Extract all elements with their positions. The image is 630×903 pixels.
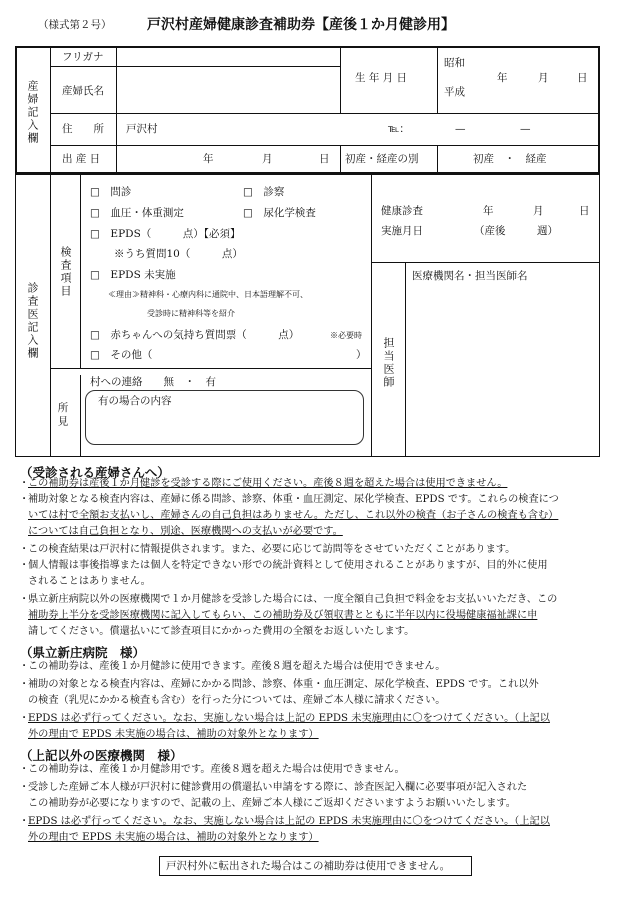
hospital-doctor-label: 医療機関名・担当医師名: [412, 270, 528, 282]
note-text: 外の理由で EPDS 未実施の場合は、補助の対象外となります）: [28, 729, 319, 740]
parity-options: 初産 ・ 経産: [473, 153, 547, 165]
note-text: 県立新庄病院以外の医療機関で１か月健診を受診した場合には、一度全額自己負担で料金をお支払いいただき、この: [28, 594, 558, 605]
birth-date-label: 出 産 日: [62, 153, 101, 165]
note-text: いては村で全額お支払いし、産婦さんの自己負担はありません。ただし、これ以外の検査（お子さんの検査も含む）: [28, 510, 559, 521]
note-text: の検査（乳児にかかる検査も含む）を行った分については、産婦ご本人様に請求ください。: [28, 695, 446, 706]
findings-label: 所見: [56, 402, 69, 429]
checkbox-baby-questionnaire[interactable]: □ 赤ちゃんへの気持ち質問票（ 点）: [90, 329, 300, 341]
name-label: 産婦氏名: [62, 85, 104, 97]
exam-year: 年: [483, 205, 494, 217]
dob-year: 年: [497, 72, 508, 84]
tel-dash: —: [520, 123, 531, 135]
checkbox-exam[interactable]: □ 診察: [243, 186, 285, 198]
address-value: 戸沢村: [126, 123, 158, 135]
checkbox-interview[interactable]: □ 問診: [90, 186, 132, 198]
note-text: 補助対象となる検査内容は、産婦に係る問診、診察、体重・血圧測定、尿化学検査、EPDS です。これらの検査につ: [28, 494, 559, 505]
other-close: ）: [356, 349, 367, 361]
era-showa: 昭和: [444, 57, 465, 69]
footer-note: 戸沢村外に転出された場合はこの補助券は使用できません。: [166, 860, 451, 872]
mother-section-label: 産婦記入欄: [26, 80, 39, 145]
note-text: この補助券が必要になりますので、記載の上、産婦ご本人様にご返却くださいますようお願いいたします。: [28, 798, 516, 809]
epds-q10: ※うち質問10（ 点）: [114, 248, 243, 260]
note-text: 受診した産婦ご本人様が戸沢村に健診費用の償還払い申請をする際に、診査医記入欄に必要事項が記入された: [28, 782, 528, 793]
epds-reason-2: 受診時に精神科等を紹介: [147, 309, 235, 318]
note-text: 補助の対象となる検査内容は、産婦にかかる問診、診察、体重・血圧測定、尿化学検査、EPDS です。これ以外: [28, 679, 539, 690]
postpartum-weeks: （産後 週）: [474, 225, 558, 237]
note-text: されることはありません。: [28, 576, 151, 587]
parity-label: 初産・経産の別: [345, 153, 419, 165]
tel-label: ℡：: [388, 123, 410, 135]
checkbox-urine[interactable]: □ 尿化学検査: [243, 207, 316, 219]
note-text: 補助券上半分を受診医療機関に記入してもらい、この補助券及び領収書とともに半年以内に役場健康福祉課に申: [28, 610, 538, 621]
note-text: 外の理由で EPDS 未実施の場合は、補助の対象外となります）: [28, 832, 319, 843]
note-text: 個人情報は事後指導または個人を特定できない形での統計資料として使用されることがありますが、目的外に使用: [28, 560, 548, 571]
birth-day: 日: [319, 153, 330, 165]
exam-day: 日: [579, 205, 590, 217]
note-text: この補助券は産後１か月健診を受診する際にご使用ください。産後８週を超えた場合は使用できません。: [28, 478, 508, 489]
checkbox-epds-not-done[interactable]: □ EPDS 未実施: [90, 269, 176, 281]
tel-dash: —: [455, 123, 466, 135]
if-yes-content: 有の場合の内容: [98, 395, 172, 407]
form-number: （様式第２号）: [38, 19, 112, 31]
checkbox-other[interactable]: □ その他（: [90, 349, 153, 361]
note-text: この補助券は、産後１か月健診に使用できます。産後８週を超えた場合は使用できません。: [28, 661, 446, 672]
doctor-label: 担当医師: [382, 337, 395, 389]
heading-other-institutions: （上記以外の医療機関 様）: [20, 748, 183, 763]
checkbox-epds[interactable]: □ EPDS（ 点）【必須】: [90, 228, 241, 240]
epds-reason: ≪理由≫精神科・心療内科に通院中、日本語理解不可、: [108, 290, 308, 299]
page-title: 戸沢村産婦健康診査補助券【産後１か月健診用】: [147, 17, 455, 33]
birth-year: 年: [203, 153, 214, 165]
exam-section-label: 診査医記入欄: [26, 282, 39, 360]
note-text: EPDS は必ず行ってください。なお、実施しない場合は上記の EPDS 未実施理由に〇をつけてください。（上記以: [28, 713, 550, 724]
exam-month: 月: [533, 205, 544, 217]
address-label: 住 所: [62, 123, 104, 135]
era-heisei: 平成: [444, 86, 465, 98]
heading-for-mothers: （受診される産婦さんへ）: [20, 465, 170, 480]
note-text: EPDS は必ず行ってください。なお、実施しない場合は上記の EPDS 未実施理由に〇をつけてください。（上記以: [28, 816, 550, 827]
note-text: については自己負担となり、別途、医療機関への支払いが必要です。: [28, 526, 343, 537]
exam-date-label-2: 実施月日: [381, 225, 423, 237]
dob-label: 生 年 月 日: [355, 72, 408, 84]
heading-shinjo-hospital: （県立新庄病院 様）: [20, 645, 146, 660]
note-text: 請してください。償還払いにて診査項目にかかった費用の全額をお返しいたします。: [28, 626, 415, 637]
items-label: 検査項目: [59, 246, 72, 298]
required-note: ※必要時: [330, 331, 362, 340]
dob-month: 月: [538, 72, 549, 84]
note-text: この補助券は、産後１か月健診用です。産後８週を超えた場合は使用できません。: [28, 764, 405, 775]
dob-day: 日: [577, 72, 588, 84]
note-text: この検査結果は戸沢村に情報提供されます。また、必要に応じて訪問等をさせていただくことがあります。: [28, 544, 516, 555]
exam-date-label: 健康診査: [381, 205, 423, 217]
birth-month: 月: [262, 153, 273, 165]
checkbox-bp-weight[interactable]: □ 血圧・体重測定: [90, 207, 184, 219]
contact-village: 村への連絡 無 ・ 有: [90, 376, 216, 388]
furigana-label: フリガナ: [62, 51, 104, 63]
